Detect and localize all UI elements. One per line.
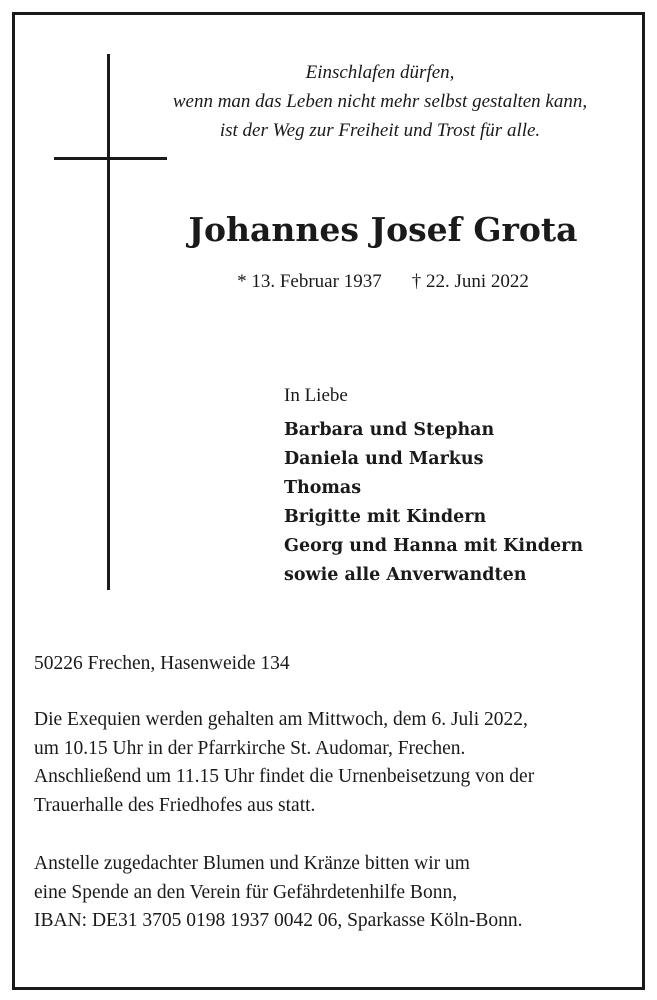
cross-icon-horizontal-bar — [54, 157, 167, 160]
mourner-name: Daniela und Markus — [284, 449, 484, 469]
donation-line: eine Spende an den Verein für Gefährdetenhilfe Bonn, — [34, 881, 458, 903]
death-date: † 22. Juni 2022 — [411, 271, 529, 292]
exequien-paragraph — [34, 706, 534, 820]
exequien-line: Anschließend um 11.15 Uhr findet die Urnenbeisetzung von der — [34, 766, 535, 787]
mourner-name: Barbara und Stephan — [284, 420, 495, 440]
life-dates — [140, 268, 626, 296]
mourner-name: Thomas — [284, 478, 362, 498]
memorial-poem — [140, 58, 620, 145]
mourner-name: Georg und Hanna mit Kindern — [284, 536, 584, 556]
poem-line: Einschlafen dürfen, — [305, 62, 455, 83]
donation-line: IBAN: DE31 3705 0198 1937 0042 06, Sparkasse Köln-Bonn. — [34, 910, 523, 931]
birth-date: * 13. Februar 1937 — [237, 271, 382, 292]
mourners-label: In Liebe — [284, 385, 348, 406]
mourner-name: Brigitte mit Kindern — [284, 507, 487, 527]
exequien-line: Trauerhalle des Friedhofes aus statt. — [34, 794, 316, 816]
mourners-list — [284, 416, 583, 590]
family-address: 50226 Frechen, Hasenweide 134 — [34, 653, 290, 674]
poem-line: ist der Weg zur Freiheit und Trost für alle. — [219, 120, 541, 141]
exequien-line: um 10.15 Uhr in der Pfarrkirche St. Audomar, Frechen. — [34, 737, 466, 759]
cross-icon-vertical-bar — [107, 54, 110, 590]
donation-line: Anstelle zugedachter Blumen und Kränze bitten wir um — [34, 853, 470, 874]
donation-paragraph — [34, 850, 523, 936]
deceased-name: Johannes Josef Grota — [188, 210, 578, 249]
mourner-name: sowie alle Anverwandten — [284, 565, 527, 585]
poem-line: wenn man das Leben nicht mehr selbst gestalten kann, — [172, 91, 588, 112]
exequien-line: Die Exequien werden gehalten am Mittwoch, dem 6. Juli 2022, — [34, 709, 528, 730]
